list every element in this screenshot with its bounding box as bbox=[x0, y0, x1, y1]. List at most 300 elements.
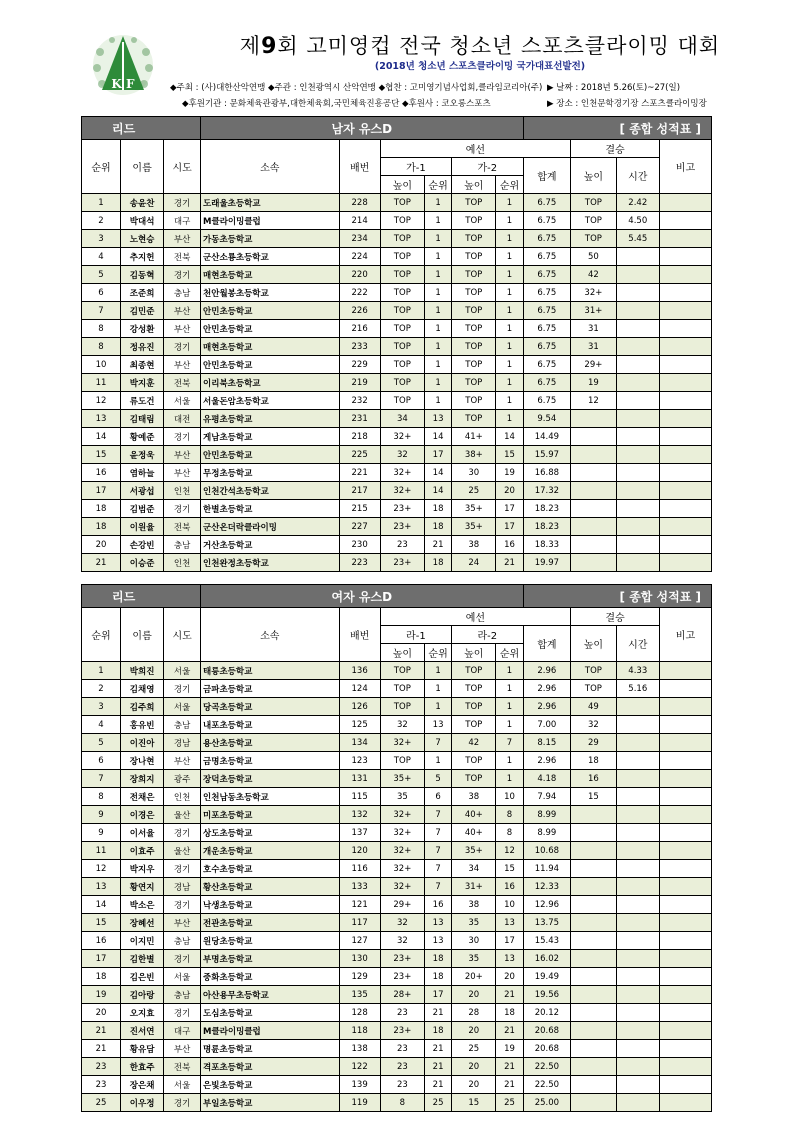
cell-bib: 116 bbox=[339, 860, 380, 878]
cell-route1-place: 7 bbox=[425, 878, 452, 896]
cell-route1-height: TOP bbox=[380, 338, 424, 356]
cell-final-height: 18 bbox=[571, 752, 616, 770]
cell-route1-height: TOP bbox=[380, 284, 424, 302]
cell-bib: 123 bbox=[339, 752, 380, 770]
cell-final-height: 19 bbox=[571, 374, 616, 392]
cell-note bbox=[659, 410, 711, 428]
discipline-label: 리드 bbox=[82, 117, 201, 140]
cell-route1-place: 21 bbox=[425, 1058, 452, 1076]
cell-note bbox=[659, 302, 711, 320]
cell-bib: 221 bbox=[339, 464, 380, 482]
cell-note bbox=[659, 338, 711, 356]
cell-bib: 138 bbox=[339, 1040, 380, 1058]
cell-total: 14.49 bbox=[523, 428, 571, 446]
category-label: 여자 유스D bbox=[201, 585, 524, 608]
cell-final-height: TOP bbox=[571, 662, 616, 680]
cell-route2-height: TOP bbox=[452, 698, 496, 716]
cell-final-height bbox=[571, 500, 616, 518]
table-row bbox=[82, 788, 712, 806]
table-row bbox=[82, 734, 712, 752]
table-row bbox=[82, 806, 712, 824]
col-final: 결승 bbox=[571, 608, 660, 626]
cell-rank: 16 bbox=[82, 932, 121, 950]
col-bib: 배번 bbox=[339, 608, 380, 662]
cell-bib: 214 bbox=[339, 212, 380, 230]
cell-region: 대전 bbox=[164, 410, 201, 428]
table-row bbox=[82, 1004, 712, 1022]
cell-rank: 4 bbox=[82, 248, 121, 266]
cell-route1-height: 32+ bbox=[380, 482, 424, 500]
cell-bib: 133 bbox=[339, 878, 380, 896]
cell-final-time bbox=[616, 698, 659, 716]
cell-final-height bbox=[571, 986, 616, 1004]
svg-text:K F: K F bbox=[111, 77, 135, 91]
cell-name: 진서연 bbox=[120, 1022, 163, 1040]
cell-route2-height: 40+ bbox=[452, 806, 496, 824]
cell-team: 미포초등학교 bbox=[201, 806, 340, 824]
cell-route1-height: 23+ bbox=[380, 1022, 424, 1040]
cell-total: 10.68 bbox=[523, 842, 571, 860]
cell-total: 19.97 bbox=[523, 554, 571, 572]
cell-route2-height: 31+ bbox=[452, 878, 496, 896]
cell-region: 인천 bbox=[164, 482, 201, 500]
cell-region: 부산 bbox=[164, 914, 201, 932]
cell-team: 매현초등학교 bbox=[201, 338, 340, 356]
cell-note bbox=[659, 734, 711, 752]
cell-bib: 216 bbox=[339, 320, 380, 338]
cell-route2-place: 1 bbox=[496, 320, 523, 338]
cell-team: 당곡초등학교 bbox=[201, 698, 340, 716]
cell-name: 이승준 bbox=[120, 554, 163, 572]
cell-note bbox=[659, 464, 711, 482]
col-route1-height: 높이 bbox=[380, 644, 424, 662]
cell-note bbox=[659, 1004, 711, 1022]
cell-bib: 228 bbox=[339, 194, 380, 212]
cell-route2-place: 20 bbox=[496, 968, 523, 986]
cell-team: 무정초등학교 bbox=[201, 464, 340, 482]
cell-name: 윤정욱 bbox=[120, 446, 163, 464]
cell-final-time bbox=[616, 464, 659, 482]
cell-rank: 20 bbox=[82, 536, 121, 554]
col-total: 합계 bbox=[523, 626, 571, 662]
cell-route1-height: TOP bbox=[380, 680, 424, 698]
cell-total: 2.96 bbox=[523, 680, 571, 698]
cell-final-time bbox=[616, 770, 659, 788]
cell-name: 김채영 bbox=[120, 680, 163, 698]
table-row bbox=[82, 284, 712, 302]
cell-rank: 23 bbox=[82, 1058, 121, 1076]
cell-name: 이진아 bbox=[120, 734, 163, 752]
cell-route2-place: 8 bbox=[496, 806, 523, 824]
cell-route2-place: 1 bbox=[496, 230, 523, 248]
cell-final-time bbox=[616, 986, 659, 1004]
page-title: 제9회 고미영컵 전국 청소년 스포츠클라이밍 대회 bbox=[239, 34, 721, 59]
col-rank: 순위 bbox=[82, 140, 121, 194]
cell-bib: 117 bbox=[339, 914, 380, 932]
cell-final-height bbox=[571, 464, 616, 482]
cell-total: 19.49 bbox=[523, 968, 571, 986]
cell-rank: 10 bbox=[82, 356, 121, 374]
cell-rank: 21 bbox=[82, 1022, 121, 1040]
cell-name: 장나현 bbox=[120, 752, 163, 770]
cell-team: 거산초등학교 bbox=[201, 536, 340, 554]
cell-route1-place: 1 bbox=[425, 248, 452, 266]
cell-final-height bbox=[571, 878, 616, 896]
cell-route2-height: 38 bbox=[452, 536, 496, 554]
cell-final-time bbox=[616, 356, 659, 374]
table-row bbox=[82, 392, 712, 410]
cell-route1-height: TOP bbox=[380, 248, 424, 266]
cell-route1-place: 14 bbox=[425, 428, 452, 446]
cell-final-time bbox=[616, 860, 659, 878]
cell-note bbox=[659, 266, 711, 284]
cell-team: 안민초등학교 bbox=[201, 302, 340, 320]
cell-rank: 15 bbox=[82, 914, 121, 932]
cell-region: 부산 bbox=[164, 752, 201, 770]
cell-note bbox=[659, 824, 711, 842]
cell-final-time bbox=[616, 734, 659, 752]
cell-name: 이지민 bbox=[120, 932, 163, 950]
cell-route2-height: 35 bbox=[452, 914, 496, 932]
cell-note bbox=[659, 770, 711, 788]
col-bib: 배번 bbox=[339, 140, 380, 194]
cell-rank: 8 bbox=[82, 320, 121, 338]
table-row bbox=[82, 878, 712, 896]
cell-route2-place: 21 bbox=[496, 1022, 523, 1040]
cell-final-height bbox=[571, 410, 616, 428]
cell-final-time bbox=[616, 932, 659, 950]
cell-final-height: 31 bbox=[571, 320, 616, 338]
cell-name: 박지훈 bbox=[120, 374, 163, 392]
cell-final-time bbox=[616, 338, 659, 356]
cell-route2-place: 20 bbox=[496, 482, 523, 500]
cell-region: 전북 bbox=[164, 518, 201, 536]
table-row bbox=[82, 662, 712, 680]
cell-route1-place: 18 bbox=[425, 1022, 452, 1040]
cell-route2-place: 1 bbox=[496, 752, 523, 770]
cell-region: 충남 bbox=[164, 932, 201, 950]
cell-note bbox=[659, 698, 711, 716]
cell-route2-height: TOP bbox=[452, 194, 496, 212]
cell-route2-place: 1 bbox=[496, 698, 523, 716]
results-table-girls bbox=[81, 584, 712, 1112]
cell-final-time bbox=[616, 248, 659, 266]
cell-final-height bbox=[571, 1040, 616, 1058]
cell-route1-place: 7 bbox=[425, 734, 452, 752]
col-total: 합계 bbox=[523, 158, 571, 194]
cell-note bbox=[659, 788, 711, 806]
cell-note bbox=[659, 284, 711, 302]
cell-route1-place: 17 bbox=[425, 446, 452, 464]
cell-rank: 23 bbox=[82, 1076, 121, 1094]
cell-final-time bbox=[616, 392, 659, 410]
cell-route1-height: 32+ bbox=[380, 860, 424, 878]
cell-route1-height: TOP bbox=[380, 302, 424, 320]
cell-total: 15.97 bbox=[523, 446, 571, 464]
cell-note bbox=[659, 950, 711, 968]
cell-route1-height: TOP bbox=[380, 230, 424, 248]
cell-final-height: 31+ bbox=[571, 302, 616, 320]
cell-rank: 8 bbox=[82, 788, 121, 806]
cell-region: 경기 bbox=[164, 860, 201, 878]
cell-final-time: 4.33 bbox=[616, 662, 659, 680]
cell-final-time bbox=[616, 824, 659, 842]
table-row bbox=[82, 968, 712, 986]
cell-route1-height: 23+ bbox=[380, 554, 424, 572]
cell-total: 15.43 bbox=[523, 932, 571, 950]
cell-final-time bbox=[616, 806, 659, 824]
cell-region: 울산 bbox=[164, 842, 201, 860]
cell-note bbox=[659, 1058, 711, 1076]
cell-route2-place: 1 bbox=[496, 392, 523, 410]
cell-route1-height: 32+ bbox=[380, 842, 424, 860]
table-row bbox=[82, 860, 712, 878]
cell-name: 이원율 bbox=[120, 518, 163, 536]
cell-route1-place: 5 bbox=[425, 770, 452, 788]
cell-team: 게남초등학교 bbox=[201, 428, 340, 446]
table-row bbox=[82, 248, 712, 266]
cell-note bbox=[659, 914, 711, 932]
cell-bib: 231 bbox=[339, 410, 380, 428]
col-qualification: 예선 bbox=[380, 608, 570, 626]
cell-route2-height: 15 bbox=[452, 1094, 496, 1112]
cell-rank: 17 bbox=[82, 482, 121, 500]
cell-final-time bbox=[616, 500, 659, 518]
cell-final-time bbox=[616, 878, 659, 896]
table-row bbox=[82, 320, 712, 338]
venue-info: ▶ 장소 : 인천문학경기장 스포츠클라이밍장 bbox=[547, 99, 707, 109]
cell-name: 장혜선 bbox=[120, 914, 163, 932]
cell-rank: 7 bbox=[82, 770, 121, 788]
col-name: 이름 bbox=[120, 140, 163, 194]
col-final-time: 시간 bbox=[616, 626, 659, 662]
cell-final-height bbox=[571, 1022, 616, 1040]
col-note: 비고 bbox=[659, 140, 711, 194]
cell-route2-height: 41+ bbox=[452, 428, 496, 446]
cell-name: 이효주 bbox=[120, 842, 163, 860]
cell-total: 7.94 bbox=[523, 788, 571, 806]
cell-route1-height: TOP bbox=[380, 212, 424, 230]
cell-region: 인천 bbox=[164, 554, 201, 572]
cell-route1-place: 13 bbox=[425, 716, 452, 734]
cell-team: 원당초등학교 bbox=[201, 932, 340, 950]
cell-bib: 130 bbox=[339, 950, 380, 968]
cell-bib: 132 bbox=[339, 806, 380, 824]
cell-bib: 128 bbox=[339, 1004, 380, 1022]
cell-rank: 5 bbox=[82, 266, 121, 284]
cell-note bbox=[659, 446, 711, 464]
cell-route2-height: TOP bbox=[452, 680, 496, 698]
cell-name: 박소은 bbox=[120, 896, 163, 914]
cell-route1-height: 28+ bbox=[380, 986, 424, 1004]
cell-route1-height: TOP bbox=[380, 392, 424, 410]
table-row bbox=[82, 374, 712, 392]
cell-note bbox=[659, 392, 711, 410]
cell-bib: 215 bbox=[339, 500, 380, 518]
cell-route1-height: TOP bbox=[380, 662, 424, 680]
cell-final-height bbox=[571, 968, 616, 986]
cell-bib: 229 bbox=[339, 356, 380, 374]
cell-final-height bbox=[571, 950, 616, 968]
cell-total: 18.23 bbox=[523, 500, 571, 518]
cell-bib: 137 bbox=[339, 824, 380, 842]
cell-route2-place: 1 bbox=[496, 716, 523, 734]
cell-final-time bbox=[616, 914, 659, 932]
cell-total: 18.33 bbox=[523, 536, 571, 554]
cell-region: 경기 bbox=[164, 1094, 201, 1112]
cell-route2-height: 24 bbox=[452, 554, 496, 572]
cell-route1-height: TOP bbox=[380, 374, 424, 392]
cell-route1-height: 34 bbox=[380, 410, 424, 428]
cell-route2-height: TOP bbox=[452, 248, 496, 266]
cell-route2-place: 16 bbox=[496, 536, 523, 554]
cell-route2-place: 14 bbox=[496, 428, 523, 446]
cell-total: 6.75 bbox=[523, 248, 571, 266]
table-row bbox=[82, 716, 712, 734]
cell-route1-place: 1 bbox=[425, 374, 452, 392]
cell-route1-height: 23+ bbox=[380, 500, 424, 518]
cell-note bbox=[659, 932, 711, 950]
cell-route2-height: TOP bbox=[452, 302, 496, 320]
cell-final-height bbox=[571, 554, 616, 572]
cell-name: 김민준 bbox=[120, 302, 163, 320]
cell-final-height: 12 bbox=[571, 392, 616, 410]
cell-team: 인천남동초등학교 bbox=[201, 788, 340, 806]
cell-total: 8.99 bbox=[523, 806, 571, 824]
cell-final-height: 32+ bbox=[571, 284, 616, 302]
cell-note bbox=[659, 806, 711, 824]
cell-team: 아산용무초등학교 bbox=[201, 986, 340, 1004]
cell-final-time bbox=[616, 1076, 659, 1094]
cell-rank: 1 bbox=[82, 662, 121, 680]
cell-final-height bbox=[571, 824, 616, 842]
cell-region: 부산 bbox=[164, 302, 201, 320]
cell-route2-place: 21 bbox=[496, 554, 523, 572]
cell-team: 은빛초등학교 bbox=[201, 1076, 340, 1094]
col-qualification: 예선 bbox=[380, 140, 570, 158]
cell-rank: 14 bbox=[82, 428, 121, 446]
cell-route1-height: 32+ bbox=[380, 878, 424, 896]
cell-route2-height: TOP bbox=[452, 356, 496, 374]
cell-route2-place: 17 bbox=[496, 500, 523, 518]
cell-route2-height: 20+ bbox=[452, 968, 496, 986]
cell-total: 6.75 bbox=[523, 266, 571, 284]
cell-route2-height: TOP bbox=[452, 752, 496, 770]
cell-total: 6.75 bbox=[523, 212, 571, 230]
cell-name: 서광섭 bbox=[120, 482, 163, 500]
col-route1: 라-1 bbox=[380, 626, 451, 644]
cell-name: 김아랑 bbox=[120, 986, 163, 1004]
cell-region: 경기 bbox=[164, 824, 201, 842]
cell-note bbox=[659, 356, 711, 374]
cell-bib: 127 bbox=[339, 932, 380, 950]
cell-team: 낙생초등학교 bbox=[201, 896, 340, 914]
cell-final-time: 5.16 bbox=[616, 680, 659, 698]
cell-total: 17.32 bbox=[523, 482, 571, 500]
cell-total: 25.00 bbox=[523, 1094, 571, 1112]
cell-final-time bbox=[616, 896, 659, 914]
table-row bbox=[82, 482, 712, 500]
cell-region: 경남 bbox=[164, 734, 201, 752]
cell-route2-place: 19 bbox=[496, 464, 523, 482]
col-team: 소속 bbox=[201, 140, 340, 194]
table-row bbox=[82, 518, 712, 536]
cell-team: M클라이밍클럽 bbox=[201, 212, 340, 230]
cell-rank: 4 bbox=[82, 716, 121, 734]
cell-route1-place: 1 bbox=[425, 284, 452, 302]
cell-total: 6.75 bbox=[523, 374, 571, 392]
cell-bib: 136 bbox=[339, 662, 380, 680]
cell-final-height: 29 bbox=[571, 734, 616, 752]
cell-final-time bbox=[616, 752, 659, 770]
cell-team: 한별초등학교 bbox=[201, 500, 340, 518]
cell-route2-place: 19 bbox=[496, 1040, 523, 1058]
cell-route1-place: 21 bbox=[425, 1076, 452, 1094]
cell-note bbox=[659, 680, 711, 698]
cell-team: 개운초등학교 bbox=[201, 842, 340, 860]
cell-region: 경기 bbox=[164, 1004, 201, 1022]
cell-route1-place: 14 bbox=[425, 464, 452, 482]
cell-name: 장희지 bbox=[120, 770, 163, 788]
cell-rank: 21 bbox=[82, 554, 121, 572]
cell-route1-place: 1 bbox=[425, 662, 452, 680]
cell-team: M클라이밍클럽 bbox=[201, 1022, 340, 1040]
cell-rank: 9 bbox=[82, 806, 121, 824]
cell-team: 도래울초등학교 bbox=[201, 194, 340, 212]
date-info: ▶ 날짜 : 2018년 5.26(토)~27(일) bbox=[547, 83, 681, 93]
cell-route2-height: 38+ bbox=[452, 446, 496, 464]
category-label: 남자 유스D bbox=[201, 117, 524, 140]
table-row bbox=[82, 194, 712, 212]
cell-route2-height: 20 bbox=[452, 986, 496, 1004]
cell-team: 금명초등학교 bbox=[201, 752, 340, 770]
cell-team: 격포초등학교 bbox=[201, 1058, 340, 1076]
cell-route1-place: 1 bbox=[425, 194, 452, 212]
cell-rank: 8 bbox=[82, 338, 121, 356]
cell-route2-height: TOP bbox=[452, 770, 496, 788]
cell-route2-height: 38 bbox=[452, 896, 496, 914]
cell-route1-place: 17 bbox=[425, 986, 452, 1004]
cell-total: 12.33 bbox=[523, 878, 571, 896]
cell-name: 류도건 bbox=[120, 392, 163, 410]
cell-bib: 125 bbox=[339, 716, 380, 734]
table-row bbox=[82, 680, 712, 698]
cell-bib: 122 bbox=[339, 1058, 380, 1076]
cell-final-time bbox=[616, 428, 659, 446]
cell-final-time bbox=[616, 1040, 659, 1058]
cell-route1-place: 13 bbox=[425, 932, 452, 950]
discipline-label: 리드 bbox=[82, 585, 201, 608]
cell-rank: 21 bbox=[82, 1040, 121, 1058]
cell-route1-height: 32+ bbox=[380, 824, 424, 842]
cell-route2-height: 34 bbox=[452, 860, 496, 878]
cell-total: 12.96 bbox=[523, 896, 571, 914]
cell-route2-place: 15 bbox=[496, 860, 523, 878]
cell-team: 태릉초등학교 bbox=[201, 662, 340, 680]
col-rank: 순위 bbox=[82, 608, 121, 662]
table-row bbox=[82, 464, 712, 482]
col-final-height: 높이 bbox=[571, 626, 616, 662]
cell-name: 조준희 bbox=[120, 284, 163, 302]
cell-final-time bbox=[616, 410, 659, 428]
cell-name: 김범준 bbox=[120, 500, 163, 518]
table-row bbox=[82, 500, 712, 518]
cell-note bbox=[659, 1040, 711, 1058]
organizer-info: ◆주최 : (사)대한산악연맹 ◆주관 : 인천광역시 산악연맹 ◆협찬 : 고미영기념사업회,클라임코리아(주) bbox=[170, 83, 543, 93]
col-route1-height: 높이 bbox=[380, 176, 424, 194]
table-row bbox=[82, 212, 712, 230]
col-note: 비고 bbox=[659, 608, 711, 662]
